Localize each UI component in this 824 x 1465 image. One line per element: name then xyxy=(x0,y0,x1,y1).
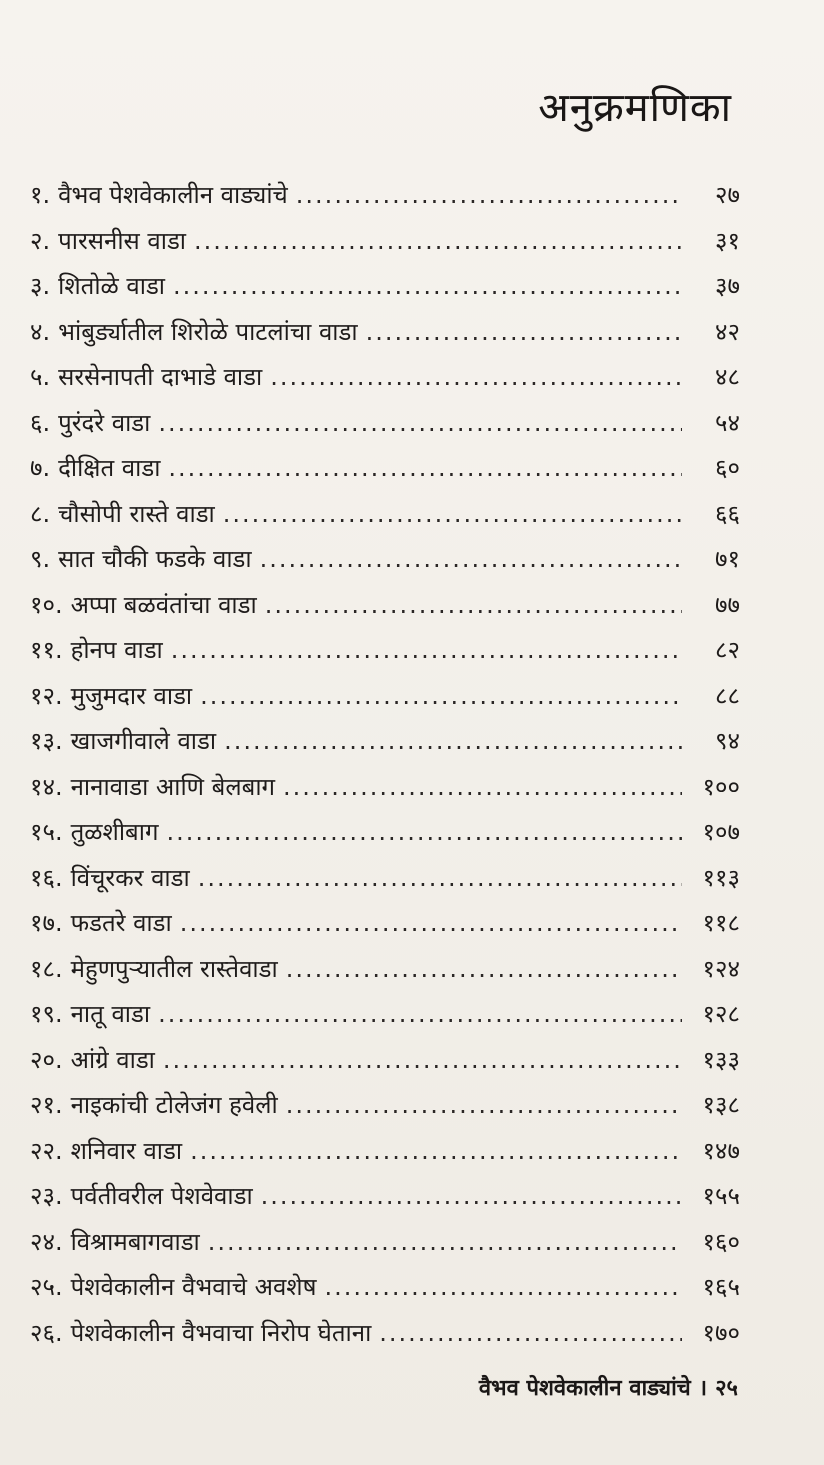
dot-leader xyxy=(325,1273,683,1301)
toc-entry xyxy=(30,997,740,1043)
toc-entry-number: १५. xyxy=(30,818,63,846)
toc-entry xyxy=(30,1225,740,1271)
toc-entry-title: शनिवार वाडा xyxy=(70,1136,183,1165)
toc-entry xyxy=(30,497,740,543)
dot-leader xyxy=(194,227,682,255)
toc-entry-title: आंग्रे वाडा xyxy=(70,1045,155,1074)
toc-entry-title: पर्वतीवरील पेशवेवाडा xyxy=(70,1182,253,1210)
toc-entry-page: १६० xyxy=(702,1227,740,1256)
footer-page-number: २५ xyxy=(715,1376,738,1401)
toc-entry-page: १२८ xyxy=(702,1000,740,1028)
toc-entry-title: चौसोपी रास्ते वाडा xyxy=(58,499,215,528)
toc-entry xyxy=(30,1134,740,1180)
toc-entry-number: ७. xyxy=(30,454,51,482)
toc-entry-number: २२. xyxy=(30,1136,63,1165)
toc-entry-title: भांबुर्ड्यातील शिरोळे पाटलांचा वाडा xyxy=(58,317,358,346)
toc-entry-title: विंचूरकर वाडा xyxy=(70,863,190,892)
dot-leader xyxy=(260,545,682,573)
toc-entry-title: वैभव पेशवेकालीन वाड्यांचे xyxy=(58,181,288,209)
toc-entry xyxy=(30,906,740,952)
table-of-contents xyxy=(30,178,740,1361)
toc-entry xyxy=(30,451,740,497)
footer-separator: । xyxy=(698,1376,708,1401)
toc-entry-title: सरसेनापती दाभाडे वाडा xyxy=(58,363,263,391)
toc-entry xyxy=(30,1179,740,1225)
toc-entry-title: पेशवेकालीन वैभवाचा निरोप घेताना xyxy=(70,1318,372,1347)
toc-entry xyxy=(30,1270,740,1316)
dot-leader xyxy=(270,363,682,391)
dot-leader xyxy=(296,181,682,209)
toc-entry-title: होनप वाडा xyxy=(70,636,163,664)
toc-entry-page: ११८ xyxy=(702,909,740,937)
toc-entry-number: १. xyxy=(30,181,51,209)
toc-entry-number: ६. xyxy=(30,408,51,437)
toc-entry-number: ४. xyxy=(30,317,51,346)
toc-entry xyxy=(30,542,740,588)
dot-leader xyxy=(173,272,682,300)
dot-leader xyxy=(366,318,682,346)
toc-entry xyxy=(30,1043,740,1089)
dot-leader xyxy=(223,500,682,528)
dot-leader xyxy=(224,727,682,755)
toc-entry xyxy=(30,770,740,816)
toc-entry-title: नातू वाडा xyxy=(70,1000,151,1028)
toc-entry-number: १८. xyxy=(30,954,63,983)
toc-entry-number: १६. xyxy=(30,863,63,892)
dot-leader xyxy=(208,1228,682,1256)
toc-entry-page: १२४ xyxy=(702,954,740,983)
toc-entry-number: ९. xyxy=(30,545,51,573)
toc-entry xyxy=(30,815,740,861)
dot-leader xyxy=(168,454,682,482)
toc-entry xyxy=(30,1316,740,1362)
toc-entry-title: विश्रामबागवाडा xyxy=(70,1227,200,1256)
toc-entry-number: २. xyxy=(30,226,51,255)
toc-entry-title: पुरंदरे वाडा xyxy=(58,408,151,437)
toc-entry-number: २६. xyxy=(30,1318,63,1347)
toc-entry-page: ६६ xyxy=(715,499,740,528)
footer-book-title: वैभव पेशवेकालीन वाड्यांचे xyxy=(478,1376,691,1401)
toc-entry-number: ८. xyxy=(30,499,51,528)
toc-entry-title: नाइकांची टोलेजंग हवेली xyxy=(70,1091,278,1119)
toc-entry-title: नानावाडा आणि बेलबाग xyxy=(70,772,276,801)
toc-entry-title: अप्पा बळवंतांचा वाडा xyxy=(70,590,257,619)
toc-entry xyxy=(30,360,740,406)
toc-entry-page: ३७ xyxy=(715,272,740,300)
dot-leader xyxy=(190,1137,682,1165)
toc-entry-title: तुळशीबाग xyxy=(70,818,159,846)
dot-leader xyxy=(166,818,682,846)
toc-entry xyxy=(30,315,740,361)
toc-entry-page: १५५ xyxy=(702,1182,740,1210)
dot-leader xyxy=(265,591,682,619)
toc-entry-page: ४२ xyxy=(715,317,740,346)
toc-entry-title: पेशवेकालीन वैभवाचे अवशेष xyxy=(70,1273,317,1301)
toc-entry-title: मुजुमदार वाडा xyxy=(70,681,193,710)
toc-entry-number: ११. xyxy=(30,636,63,664)
toc-entry-page: १०० xyxy=(702,772,740,801)
toc-entry xyxy=(30,588,740,634)
toc-entry-title: शितोळे वाडा xyxy=(58,272,166,300)
dot-leader xyxy=(261,1182,682,1210)
toc-entry-number: १७. xyxy=(30,909,63,937)
toc-entry-page: ११३ xyxy=(702,863,740,892)
toc-entry xyxy=(30,679,740,725)
toc-entry-number: १९. xyxy=(30,1000,63,1028)
page-title: अनुक्रमणिका xyxy=(538,85,732,131)
dot-leader xyxy=(283,773,682,801)
toc-entry xyxy=(30,952,740,998)
toc-entry-page: ८८ xyxy=(715,681,740,710)
toc-entry-number: २०. xyxy=(30,1045,63,1074)
dot-leader xyxy=(200,682,682,710)
toc-entry xyxy=(30,178,740,224)
toc-entry-number: २४. xyxy=(30,1227,63,1256)
toc-entry-title: फडतरे वाडा xyxy=(70,909,172,937)
toc-entry-page: ८२ xyxy=(715,636,740,664)
toc-entry-page: १६५ xyxy=(702,1273,740,1301)
toc-entry-title: मेहुणपुऱ्यातील रास्तेवाडा xyxy=(70,954,278,983)
toc-entry-title: सात चौकी फडके वाडा xyxy=(58,545,252,573)
dot-leader xyxy=(158,1000,682,1028)
page-footer xyxy=(479,1372,738,1402)
toc-entry-number: २५. xyxy=(30,1273,63,1301)
toc-entry-title: दीक्षित वाडा xyxy=(58,454,161,482)
toc-entry-page: १३८ xyxy=(702,1091,740,1119)
toc-entry-title: खाजगीवाले वाडा xyxy=(70,727,217,755)
toc-entry-number: ५. xyxy=(30,363,51,391)
dot-leader xyxy=(158,409,682,437)
toc-entry-page: १०७ xyxy=(702,818,740,846)
toc-entry xyxy=(30,406,740,452)
dot-leader xyxy=(286,1091,682,1119)
dot-leader xyxy=(286,955,682,983)
dot-leader xyxy=(379,1319,682,1347)
toc-entry xyxy=(30,224,740,270)
toc-entry-title: पारसनीस वाडा xyxy=(58,226,187,255)
toc-entry-page: ४८ xyxy=(715,363,740,391)
toc-entry-page: १४७ xyxy=(702,1136,740,1165)
toc-entry-number: १२. xyxy=(30,681,63,710)
toc-entry-number: १४. xyxy=(30,772,63,801)
toc-entry xyxy=(30,861,740,907)
toc-entry xyxy=(30,269,740,315)
toc-entry-page: २७ xyxy=(715,181,740,209)
toc-entry-page: ५४ xyxy=(715,408,740,437)
toc-entry-number: २१. xyxy=(30,1091,63,1119)
toc-entry-number: ३. xyxy=(30,272,51,300)
toc-entry xyxy=(30,633,740,679)
dot-leader xyxy=(171,636,682,664)
toc-entry-page: १३३ xyxy=(702,1045,740,1074)
toc-entry-number: १३. xyxy=(30,727,63,755)
toc-entry-page: ३१ xyxy=(715,226,740,255)
toc-entry-page: ७१ xyxy=(715,545,740,573)
dot-leader xyxy=(180,909,682,937)
toc-entry-page: ६० xyxy=(715,454,740,482)
toc-entry-number: २३. xyxy=(30,1182,63,1210)
dot-leader xyxy=(198,864,682,892)
toc-entry-number: १०. xyxy=(30,590,63,619)
toc-entry xyxy=(30,724,740,770)
toc-entry xyxy=(30,1088,740,1134)
dot-leader xyxy=(163,1046,682,1074)
toc-entry-page: १७० xyxy=(702,1318,740,1347)
toc-entry-page: ९४ xyxy=(715,727,740,755)
toc-entry-page: ७७ xyxy=(715,590,740,619)
